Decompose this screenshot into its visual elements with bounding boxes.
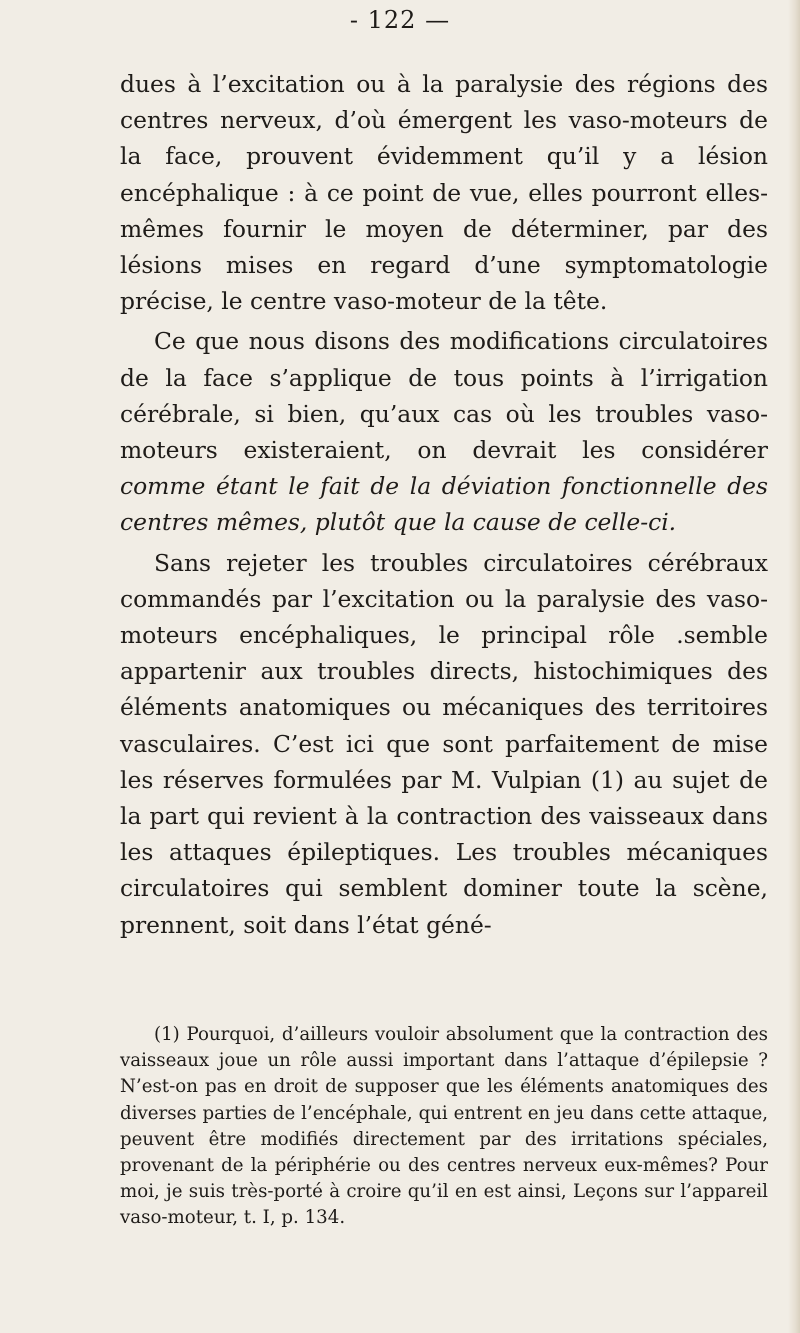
main-text — [120, 66, 768, 943]
paragraph-2-text: Ce que nous disons des modifications circulatoires de la face s’applique de tous points à l’irrigation cérébrale, si bien, qu’aux cas où les troubles vaso-moteurs existeraient, on devrait les considérer — [120, 327, 768, 465]
page-edge — [788, 0, 800, 1333]
footnote: (1) Pourquoi, d’ailleurs vouloir absolument que la contraction des vaisseaux joue un rôle aussi important dans l’attaque d’épilepsie ? N’est-on pas en droit de supposer que les éléments anatomiques des diverses parties de l’encéphale, qui entrent en jeu dans cette attaque, peuvent être modifiés directement par des irritations spéciales, provenant de la périphérie ou des centres nerveux eux-mêmes? Pour moi, je suis très-porté à croire qu’il en est ainsi, Leçons sur l’appareil vaso-moteur, t. I, p. 134. — [120, 1024, 768, 1229]
paragraph-2 — [120, 323, 768, 540]
paragraph-1: dues à l’excitation ou à la paralysie des régions des centres nerveux, d’où émergent les vaso-moteurs de la face, prouvent évidemment qu’il y a lésion encéphalique : à ce point de vue, elles pourront elles-mêmes fournir le moyen de déterminer, par des lésions mises en regard d’une symptomatologie précise, le centre vaso-moteur de la tête. — [120, 70, 768, 316]
paragraph-3: Sans rejeter les troubles circulatoires cérébraux commandés par l’excitation ou la paralysie des vaso-moteurs encéphaliques, le principal rôle .semble appartenir aux troubles directs, histochimiques des éléments anatomiques ou mécaniques des territoires vasculaires. C’est ici que sont parfaitement de mise les réserves formulées par M. Vulpian (1) au sujet de la part qui revient à la contraction des vaisseaux dans les attaques épileptiques. Les troubles mécaniques circulatoires qui semblent dominer toute la scène, prennent, soit dans l’état géné- — [120, 548, 768, 939]
paragraph-2-italic: comme étant le fait de la déviation fonctionnelle des centres mêmes, plutôt que la cause de celle-ci. — [120, 472, 768, 537]
page-number: - 122 — — [349, 6, 451, 34]
